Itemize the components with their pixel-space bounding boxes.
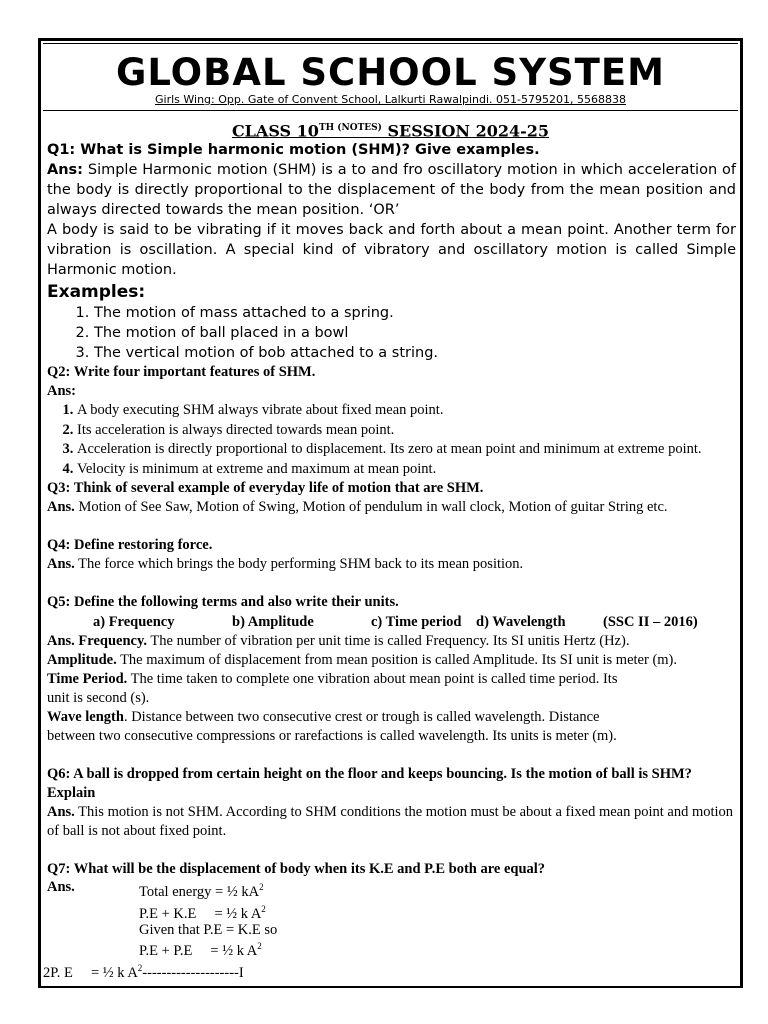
q3-answer-text: Motion of See Saw, Motion of Swing, Motion of pendulum in wall clock, Motion of guitar String etc.: [74, 499, 668, 516]
eq-superscript: 2: [257, 941, 262, 952]
q6-question-text: Q6: A ball is dropped from certain height on the floor and keeps bouncing. Is the motion of ball is SHM? Explain: [47, 766, 692, 802]
frequency-text: The number of vibration per unit time is called Frequency. Its SI unitis Hertz (Hz).: [147, 633, 630, 650]
q5-question-text: Q5: Define the following terms and also write their units.: [47, 594, 399, 611]
spacer: [47, 517, 736, 536]
q7-ans-label: Ans.: [47, 879, 75, 896]
q7-eq-3: [47, 922, 736, 939]
eq-text: Total energy = ½ kA: [139, 884, 260, 901]
q2-ans-label: [47, 382, 736, 401]
spacer: [47, 574, 736, 593]
list-item: 3. The vertical motion of bob attached to a string.: [94, 343, 736, 363]
class-session-title: [41, 119, 740, 140]
q5-amplitude: [47, 651, 736, 670]
q7-eq-3-text: Given that P.E = K.E so: [139, 921, 278, 938]
spacer: [47, 746, 736, 765]
q7-question: [47, 860, 736, 879]
header: [43, 41, 738, 111]
eq-text: 2P. E = ½ k A: [43, 964, 138, 981]
eq-superscript: 2: [137, 962, 143, 973]
q7-eq-2: [47, 901, 736, 922]
q3-answer: [47, 498, 736, 517]
eq-text: P.E + P.E = ½ k A: [139, 943, 258, 960]
q7-eq-4-text: [139, 938, 262, 959]
q4-ans-label: Ans.: [47, 556, 75, 573]
eq-tail: --------------------I: [142, 964, 244, 981]
school-name: GLOBAL SCHOOL SYSTEM: [116, 51, 665, 94]
q7-eq-1: [47, 879, 736, 900]
list-item: 1. A body executing SHM always vibrate about fixed mean point.: [77, 401, 736, 421]
list-item: 2. Its acceleration is always directed towards mean point.: [77, 421, 736, 441]
q3-question: [47, 479, 736, 498]
q6-question: [47, 765, 736, 803]
frequency-label: Ans. Frequency.: [47, 633, 148, 650]
list-item: 1. The motion of mass attached to a spring.: [94, 303, 736, 323]
q6-answer: [47, 803, 736, 841]
q1-answer-2: A body is said to be vibrating if it moves back and forth about a mean point. Another term for vibration is oscillation. A special kind of vibratory and oscillatory motion is called Simple Harmonic motion.: [47, 222, 736, 279]
q1-answer-1: [47, 160, 736, 220]
notes-content: [41, 140, 740, 981]
q7-eq-5-text: [43, 960, 244, 981]
eq-indent: [47, 938, 139, 959]
wavelength-text: . Distance between two consecutive crest or trough is called wavelength. Distance: [123, 709, 600, 726]
time-period-label: Time Period.: [47, 671, 128, 688]
q2-ans-label-text: Ans:: [47, 383, 77, 400]
q1-question: Q1: What is Simple harmonic motion (SHM)? Give examples.: [47, 142, 540, 159]
q5-time-period-2: unit is second (s).: [47, 690, 150, 707]
eq-indent: [47, 901, 139, 922]
q7-eq-1-text: [139, 879, 264, 900]
q2-question-text: Q2: Write four important features of SHM.: [47, 364, 316, 381]
q4-answer-text: The force which brings the body performing SHM back to its mean position.: [74, 556, 524, 573]
q1-ans-label: Ans:: [47, 162, 83, 179]
term-time-period: c) Time period: [371, 614, 462, 631]
q5-wavelength: [47, 708, 736, 727]
q3-ans-label: Ans.: [47, 499, 75, 516]
eq-text: P.E + K.E = ½ k A: [139, 905, 262, 922]
examples-heading: Examples:: [47, 282, 146, 303]
class-superscript: TH (NOTES): [318, 123, 382, 133]
term-frequency: a) Frequency: [93, 614, 175, 631]
features-list: [47, 401, 736, 479]
q7-eq-2-text: [139, 901, 266, 922]
eq-indent: [47, 922, 139, 939]
q7-question-text: Q7: What will be the displacement of body when its K.E and P.E both are equal?: [47, 861, 546, 878]
spacer: [47, 841, 736, 860]
list-item: 2. The motion of ball placed in a bowl: [94, 323, 736, 343]
term-source: (SSC II – 2016): [603, 614, 698, 631]
q5-time-period: [47, 670, 736, 689]
q5-question: [47, 593, 736, 612]
amplitude-label: Amplitude.: [47, 652, 117, 669]
q2-question: [47, 363, 736, 382]
q7-eq-4: [47, 938, 736, 959]
school-address: Girls Wing: Opp. Gate of Convent School, Lalkurti Rawalpindi. 051-5795201, 5568838: [155, 93, 626, 106]
eq-superscript: 2: [259, 882, 264, 893]
amplitude-text: The maximum of displacement from mean position is called Amplitude. Its SI unit is meter (m).: [116, 652, 677, 669]
eq-superscript: 2: [261, 903, 266, 914]
q5-terms-row: [47, 612, 736, 632]
class-label: CLASS 10: [231, 121, 319, 141]
q4-answer: [47, 555, 736, 574]
q5-frequency: [47, 632, 736, 651]
q3-question-text: Q3: Think of several example of everyday life of motion that are SHM.: [47, 480, 484, 497]
examples-list: [47, 303, 736, 363]
q4-question-text: Q4: Define restoring force.: [47, 537, 213, 554]
list-item: 3. Acceleration is directly proportional to displacement. Its zero at mean point and minimum at extreme point.: [77, 440, 736, 460]
q6-ans-label: Ans.: [47, 804, 75, 821]
session-label: SESSION 2024-25: [381, 121, 550, 141]
notes-page: [38, 38, 743, 988]
wavelength-label: Wave length: [47, 709, 124, 726]
term-amplitude: b) Amplitude: [232, 614, 314, 631]
q1-answer-text-1: Simple Harmonic motion (SHM) is a to and fro oscillatory motion in which acceleration of the body is directly proportional to the displacement of the body from the mean position and always directed towards the mean position. ‘OR’: [47, 162, 736, 219]
q4-question: [47, 536, 736, 555]
q7-eq-5: [43, 960, 736, 981]
q6-answer-text: This motion is not SHM. According to SHM conditions the motion must be about a fixed mean point and motion of ball is not about fixed point.: [47, 804, 734, 840]
term-wavelength: d) Wavelength: [476, 614, 566, 631]
time-period-text: The time taken to complete one vibration about mean point is called time period. Its: [127, 671, 618, 688]
list-item: 4. Velocity is minimum at extreme and maximum at mean point.: [77, 460, 736, 480]
q5-wavelength-2: between two consecutive compressions or rarefactions is called wavelength. Its units is meter (m).: [47, 728, 617, 745]
